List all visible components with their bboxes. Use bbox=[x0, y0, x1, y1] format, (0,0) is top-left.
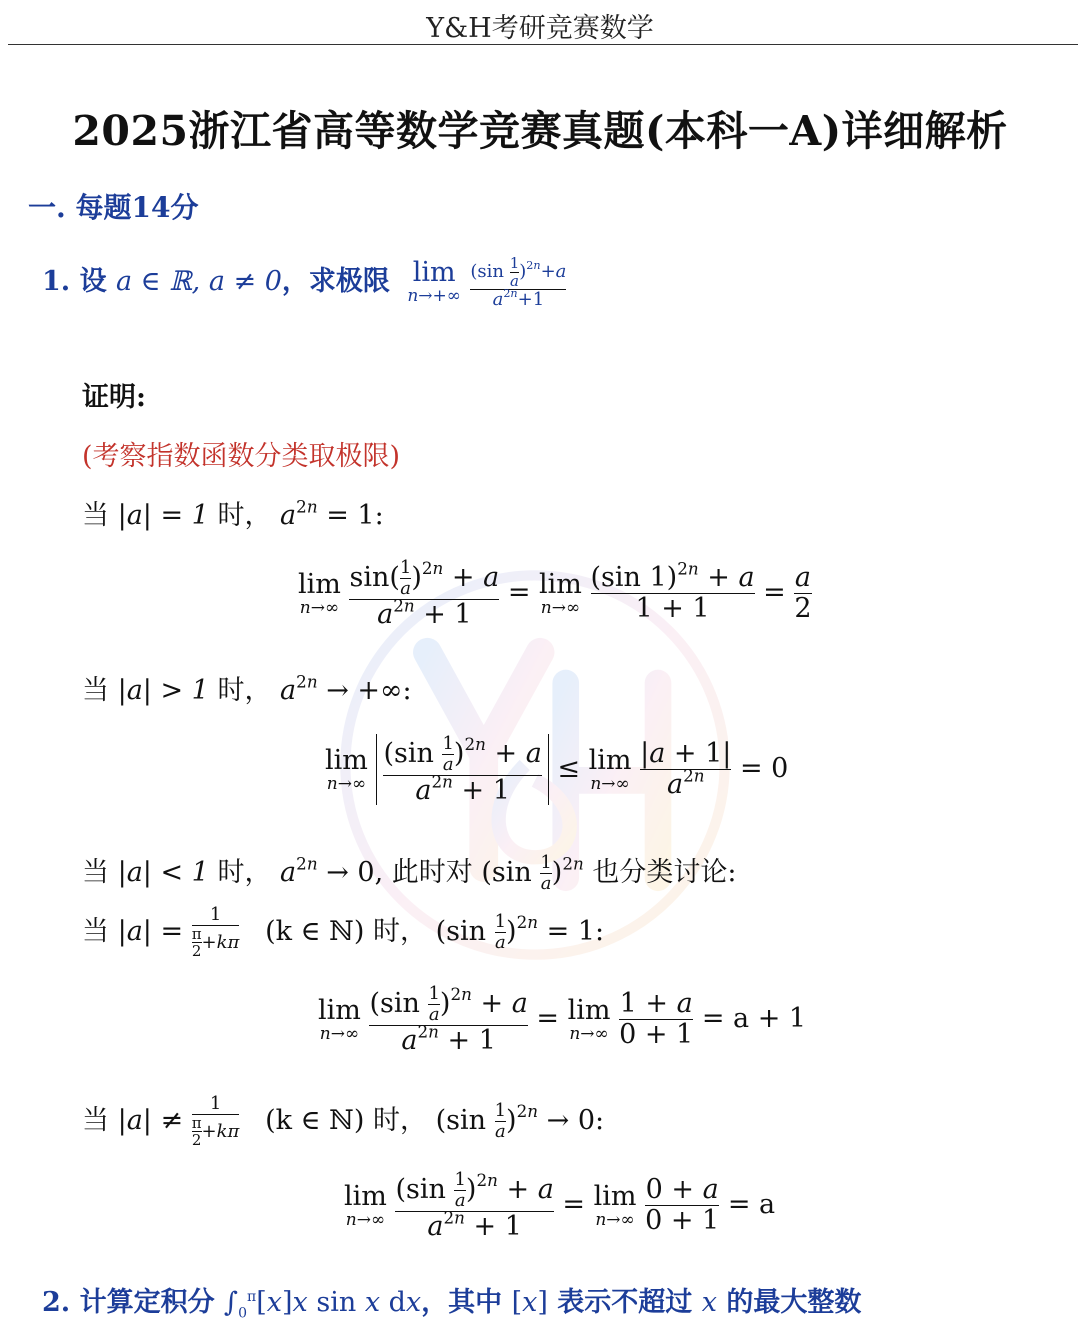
result-1-den: 2 bbox=[794, 593, 812, 625]
case-prefix: 当 bbox=[82, 1104, 109, 1136]
case-1-line: 当 |a| = 1 时， $a^{2n} = 1$: bbox=[82, 496, 384, 531]
case-5-condition: |a| ≠ bbox=[117, 1104, 184, 1136]
case-1-condition: |a| = 1 bbox=[117, 500, 209, 531]
case-2-condition: |a| > 1 bbox=[117, 675, 209, 706]
case-mid: 时， bbox=[373, 1104, 427, 1136]
case-2-line: 当 |a| > 1 时， $a^{2n}$ → +∞: bbox=[82, 671, 412, 706]
problem-2-lead: 计算定积分 bbox=[79, 1287, 215, 1318]
case-2-tail: → +∞: bbox=[326, 675, 412, 706]
case-prefix: 当 bbox=[82, 675, 109, 706]
case-prefix: 当 bbox=[82, 915, 109, 947]
case-5-tail: → 0: bbox=[546, 1104, 605, 1136]
problem-1-number: 1. bbox=[42, 265, 71, 297]
page-title: 2025浙江省高等数学竞赛真题(本科一A)详细解析 bbox=[72, 107, 1008, 155]
header-rule bbox=[8, 44, 1078, 45]
case-5-line: 当 |a| ≠ 1 $\frac{\pi}{2}$ +kπ (k ∈ ℕ) 时， (sin $\frac{1}{a}$ )$^{2n}$ → 0: bbox=[82, 1093, 605, 1150]
case-5-k: (k ∈ ℕ) bbox=[265, 1104, 365, 1136]
case-prefix: 当 bbox=[82, 500, 109, 531]
case-3-text: 此时对 bbox=[391, 857, 473, 888]
section-heading: 一. 每题14分 bbox=[28, 191, 199, 224]
problem-1-fraction: (sin $\frac{1}{a}$ )$^{2n}$+a $a^{2n}+1$ bbox=[470, 254, 567, 310]
problem-2-integral: $\int_0^\pi[x]x$ sin x dx bbox=[224, 1287, 422, 1322]
equation-5: lim n→∞ (sin $\frac{1}{a}$ )$^{2n}$ + a $a^{2n} + 1$ = lim n→∞ $\frac{0 + a}{0 + 1}$ = a bbox=[344, 1169, 776, 1242]
case-3-line: 当 |a| < 1 时， $a^{2n} \to 0$, 此时对 (sin $\frac{1}{a}$ )$^{2n}$ 也分类讨论: bbox=[82, 852, 737, 894]
equation-1: lim n→∞ sin( $\frac{1}{a}$ )$^{2n}$ + a $a^{2n} + 1$ = lim n→∞ $\frac{(\sin 1)^{2n} + a}{1 + 1}$ = $\frac{a}{2}$ bbox=[298, 557, 812, 630]
problem-2-tail1: 表示不超过 bbox=[557, 1287, 693, 1318]
page-header: Y&H考研竞赛数学 bbox=[426, 13, 654, 44]
result-2: = 0 bbox=[739, 753, 789, 785]
case-mid: 时， bbox=[217, 500, 272, 531]
problem-2-statement: 2. 计算定积分 $\int_0^\pi[x]x$ sin x dx，其中 [x] 表示不超过 x 的最大整数 bbox=[42, 1287, 862, 1322]
problem-2-number: 2. bbox=[42, 1287, 71, 1318]
problem-2-tail2: 的最大整数 bbox=[726, 1287, 862, 1318]
problem-1-condition: a ∈ ℝ, a ≠ 0 bbox=[116, 265, 282, 297]
case-4-k: (k ∈ ℕ) bbox=[265, 915, 365, 947]
equation-4: lim n→∞ (sin $\frac{1}{a}$ )$^{2n}$ + a $a^{2n} + 1$ = lim n→∞ $\frac{1 + a}{0 + 1}$ = a + 1 bbox=[318, 983, 807, 1056]
problem-1-ask: ，求极限 bbox=[281, 265, 390, 297]
problem-2-mid: ，其中 bbox=[421, 1287, 503, 1318]
problem-1-statement bbox=[42, 255, 566, 310]
limit-operator: lim n→+∞ bbox=[407, 257, 461, 307]
case-4-condition: |a| = bbox=[117, 915, 184, 947]
case-mid: 时， bbox=[217, 857, 272, 888]
case-prefix: 当 bbox=[82, 857, 109, 888]
case-mid: 时， bbox=[217, 675, 272, 706]
proof-label: 证明: bbox=[82, 382, 146, 413]
case-4-line: 当 |a| = 1 $\frac{\pi}{2}$ +kπ (k ∈ ℕ) 时， (sin $\frac{1}{a}$ )$^{2n}$ = 1: bbox=[82, 904, 605, 961]
case-4-tail: = 1: bbox=[546, 915, 605, 947]
case-3-condition: |a| < 1 bbox=[117, 857, 209, 888]
case-3-text2: 也分类讨论: bbox=[592, 857, 737, 888]
result-1-num: a bbox=[794, 562, 811, 594]
case-mid: 时， bbox=[373, 915, 427, 947]
equation-2: lim n→∞ (sin $\frac{1}{a}$ )$^{2n}$ + a $a^{2n} + 1$ ≤ lim n→∞ $\frac{|a + 1|}{a^{2n}}$ = 0 bbox=[325, 733, 789, 806]
case-1-tail: = 1: bbox=[326, 500, 384, 531]
case-3-tail: → 0, bbox=[326, 857, 384, 888]
problem-1-lead: 设 bbox=[79, 265, 107, 297]
result-4: = a + 1 bbox=[701, 1003, 807, 1035]
result-5: = a bbox=[727, 1189, 776, 1221]
note-text: (考察指数函数分类取极限) bbox=[82, 441, 401, 472]
